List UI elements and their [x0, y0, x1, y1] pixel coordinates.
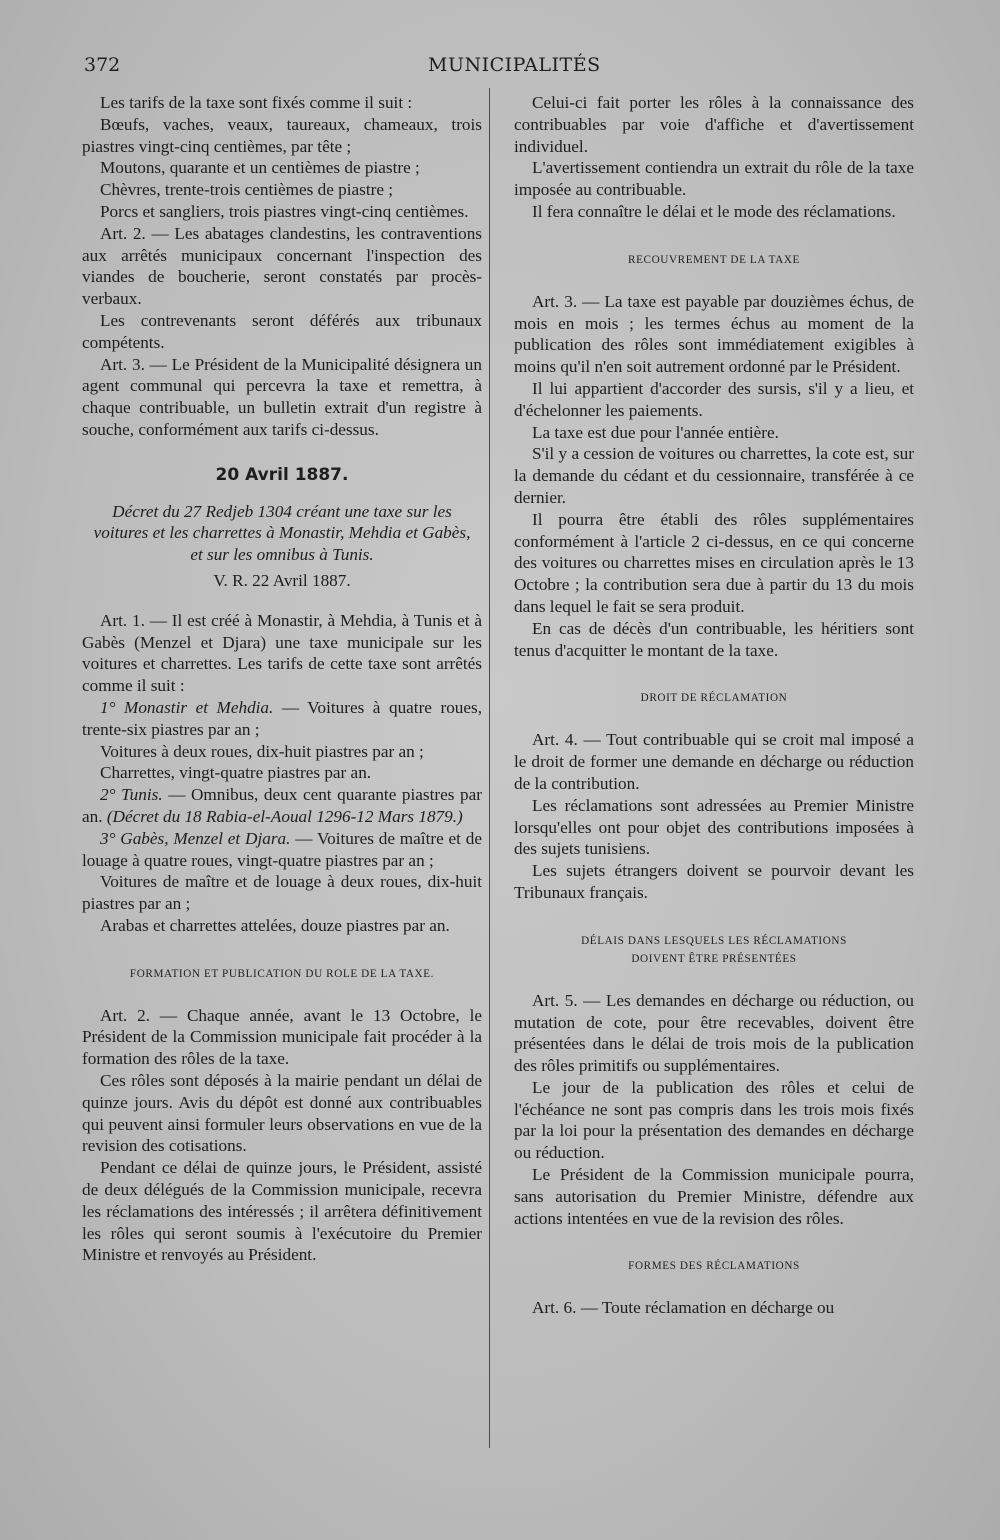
- subsection-heading: FORMES DES RÉCLAMATIONS: [628, 1260, 800, 1273]
- paragraph: Art. 5. — Les demandes en décharge ou réduction, ou mutation de cote, pour être recevables, doivent être présentées dans le délai de trois mois de la publication des rôles primitifs ou supplémentaires.: [514, 990, 914, 1076]
- paragraph: Art. 2. — Chaque année, avant le 13 Octobre, le Président de la Commission municipale fait procéder à la formation des rôles de la taxe.: [82, 1005, 482, 1069]
- tariff-text: — Voitures à quatre roues, trente-six piastres par an ;: [82, 697, 482, 739]
- paragraph: Porcs et sangliers, trois piastres vingt-cinq centièmes.: [100, 201, 469, 221]
- paragraph: Charrettes, vingt-quatre piastres par an.: [100, 763, 372, 783]
- paragraph: S'il y a cession de voitures ou charrettes, la cote est, sur la demande du cédant et du cessionnaire, transférée à ce dernier.: [514, 444, 914, 507]
- subsection-heading-line: DOIVENT ÊTRE PRÉSENTÉES: [631, 952, 797, 965]
- right-column: [514, 92, 914, 1319]
- paragraph: Art. 3. — Le Président de la Municipalité désignera un agent communal qui percevra la taxe et remettra, à chaque contribuable, un bulletin extrait d'un registre à souche, conformément aux tarifs ci-dessus.: [82, 354, 482, 439]
- page-number: 372: [84, 54, 121, 76]
- tariff-region: 1° Monastir et Mehdia.: [100, 697, 274, 717]
- paragraph: Les sujets étrangers doivent se pourvoir devant les Tribunaux français.: [514, 861, 914, 902]
- paragraph: Le jour de la publication des rôles et celui de l'échéance ne sont pas compris dans les trois mois fixés par la loi pour la présentation des demandes en décharge ou réduction.: [514, 1077, 914, 1163]
- paragraph: Les réclamations sont adressées au Premier Ministre lorsqu'elles ont pour objet des contributions imposées à des sujets tunisiens.: [514, 795, 914, 859]
- left-column: [82, 92, 482, 1266]
- paragraph: Il lui appartient d'accorder des sursis, s'il y a lieu, et d'échelonner les paiements.: [514, 378, 914, 420]
- paragraph: Chèvres, trente-trois centièmes de piastre ;: [100, 180, 394, 200]
- paragraph: Les tarifs de la taxe sont fixés comme il suit :: [100, 93, 413, 112]
- paragraph: Pendant ce délai de quinze jours, le Président, assisté de deux délégués de la Commission municipale, recevra les réclamations des intéressés ; il arrêtera définitivement les rôles qui seront soumis à l'exécutoire du Premier Ministre et renvoyés au Président.: [82, 1158, 482, 1265]
- paragraph: Voitures de maître et de louage à deux roues, dix-huit piastres par an ;: [82, 872, 482, 914]
- paragraph: Voitures à deux roues, dix-huit piastres par an ;: [100, 741, 424, 761]
- paragraph: Il fera connaître le délai et le mode des réclamations.: [532, 201, 896, 221]
- decree-citation: (Décret du 18 Rabia-el-Aoual 1296-12 Mars 1879.): [106, 806, 463, 826]
- paragraph: [82, 784, 482, 828]
- decree-title: Décret du 27 Redjeb 1304 créant une taxe sur les voitures et les charrettes à Monastir, Mehdia et Gabès, et sur les omnibus à Tunis.: [93, 501, 471, 565]
- column-divider: [489, 88, 490, 1448]
- subsection-heading: RECOUVREMENT DE LA TAXE: [628, 253, 800, 266]
- paragraph: Bœufs, vaches, veaux, taureaux, chameaux, trois piastres vingt-cinq centièmes, par tête ;: [82, 114, 482, 156]
- decree-reference: V. R. 22 Avril 1887.: [213, 570, 351, 590]
- paragraph: L'avertissement contiendra un extrait du rôle de la taxe imposée au contribuable.: [514, 158, 914, 200]
- paragraph: Arabas et charrettes attelées, douze piastres par an.: [100, 915, 450, 935]
- paragraph: Art. 1. — Il est créé à Monastir, à Mehdia, à Tunis et à Gabès (Menzel et Djara) une taxe municipale sur les voitures et charrettes. Les tarifs de cette taxe sont arrêtés comme il suit :: [82, 610, 482, 696]
- paragraph: [82, 828, 482, 872]
- paragraph: Art. 4. — Tout contribuable qui se croit mal imposé a le droit de former une demande en décharge ou réduction de la contribution.: [514, 730, 914, 793]
- paragraph: Il pourra être établi des rôles supplémentaires conformément à l'article 2 ci-dessus, en ce qui concerne des voitures ou charrettes mises en circulation après le 13 Octobre ; la contribution sera due à partir du 13 du mois dans lequel le fait se sera produit.: [514, 509, 914, 616]
- tariff-region: 2° Tunis.: [100, 785, 163, 805]
- paragraph: [82, 697, 482, 741]
- paragraph: Art. 6. — Toute réclamation en décharge ou: [532, 1298, 835, 1318]
- tariff-text: — Omnibus, deux cent quarante piastres par an.: [82, 785, 482, 826]
- subsection-heading: [514, 932, 914, 968]
- paragraph: Art. 3. — La taxe est payable par douzièmes échus, de mois en mois ; les termes échus au moment de la publication des rôles sont immédiatement exigibles à moins qu'il n'en soit autrement ordonné par le Président.: [514, 291, 914, 377]
- subsection-heading: FORMATION ET PUBLICATION DU ROLE DE LA TAXE.: [129, 967, 435, 980]
- paragraph: La taxe est due pour l'année entière.: [532, 422, 779, 442]
- paragraph: Moutons, quarante et un centièmes de piastre ;: [100, 158, 420, 178]
- subsection-heading-line: DÉLAIS DANS LESQUELS LES RÉCLAMATIONS: [581, 934, 847, 947]
- tariff-text: — Voitures de maître et de louage à quatre roues, vingt-quatre piastres par an ;: [82, 828, 482, 870]
- paragraph: Art. 2. — Les abatages clandestins, les contraventions aux arrêtés municipaux concernant l'inspection des viandes de boucherie, seront constatés par procès-verbaux.: [82, 223, 482, 309]
- subsection-heading: DROIT DE RÉCLAMATION: [640, 692, 788, 705]
- paragraph: Celui-ci fait porter les rôles à la connaissance des contribuables par voie d'affiche et d'avertissement individuel.: [514, 93, 914, 156]
- paragraph: Ces rôles sont déposés à la mairie pendant un délai de quinze jours. Avis du dépôt est donné aux contribuables qui peuvent ainsi formuler leurs observations en vue de la revision des cotisations.: [82, 1071, 482, 1156]
- tariff-region: 3° Gabès, Menzel et Djara.: [100, 828, 291, 848]
- paragraph: Le Président de la Commission municipale pourra, sans autorisation du Premier Ministre, défendre aux actions intentées en vue de la revision des rôles.: [514, 1165, 914, 1228]
- paragraph: Les contrevenants seront déférés aux tribunaux compétents.: [82, 310, 482, 352]
- page-header: [80, 54, 920, 84]
- running-title: MUNICIPALITÉS: [428, 54, 601, 76]
- paragraph: En cas de décès d'un contribuable, les héritiers sont tenus d'acquitter le montant de la taxe.: [514, 618, 914, 660]
- section-date: 20 Avril 1887.: [215, 464, 349, 485]
